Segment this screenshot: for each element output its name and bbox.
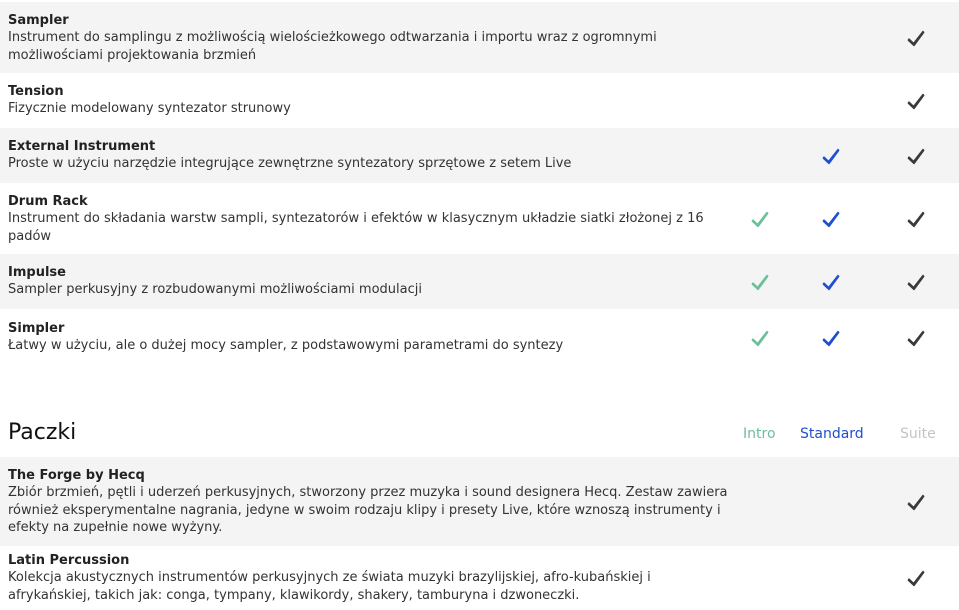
instrument-text — [8, 83, 291, 118]
instrument-name: Impulse — [8, 265, 66, 280]
instrument-row — [0, 2, 959, 73]
instrument-text — [8, 138, 571, 173]
pack-row — [0, 546, 959, 610]
checkmark-suite-icon — [907, 147, 925, 165]
checkmark-intro-icon — [751, 210, 769, 228]
instrument-description-line: Instrument do samplingu z możliwością wielościeżkowego odtwarzania i importu wraz z ogromnymi — [8, 30, 657, 45]
checkmark-standard-icon — [822, 147, 840, 165]
instrument-name: Simpler — [8, 321, 65, 336]
instrument-description-line: padów — [8, 228, 52, 244]
pack-name: The Forge by Hecq — [8, 468, 145, 483]
instrument-description-line: Fizycznie modelowany syntezator strunowy — [8, 101, 291, 116]
checkmark-intro-icon — [751, 329, 769, 347]
instrument-row — [0, 254, 959, 309]
instrument-text — [8, 193, 704, 245]
section-title-packs: Paczki — [8, 420, 77, 445]
checkmark-suite-icon — [907, 273, 925, 291]
checkmark-standard-icon — [822, 329, 840, 347]
column-header-suite: Suite — [900, 426, 936, 442]
checkmark-standard-icon — [822, 273, 840, 291]
checkmark-suite-icon — [907, 92, 925, 110]
pack-description-line: Zbiór brzmień, pętli i uderzeń perkusyjnych, stworzony przez muzyka i sound designera Hecq. Zestaw zawiera — [8, 485, 728, 500]
instrument-description-line: możliwościami projektowania brzmień — [8, 47, 257, 63]
pack-description-line: Kolekcja akustycznych instrumentów perkusyjnych ze świata muzyki brazylijskiej, afro-kubańskiej i — [8, 570, 651, 585]
checkmark-suite-icon — [907, 493, 925, 511]
pack-text — [8, 467, 728, 537]
checkmark-suite-icon — [907, 210, 925, 228]
instrument-name: Drum Rack — [8, 194, 88, 209]
instrument-text — [8, 12, 657, 64]
column-header-standard: Standard — [800, 426, 864, 442]
checkmark-suite-icon — [907, 29, 925, 47]
instrument-name: Tension — [8, 84, 64, 99]
instrument-row — [0, 128, 959, 183]
checkmark-standard-icon — [822, 210, 840, 228]
instrument-name: External Instrument — [8, 139, 156, 154]
instrument-row — [0, 183, 959, 254]
pack-row — [0, 457, 959, 546]
instrument-description-line: Proste w użyciu narzędzie integrujące zewnętrzne syntezatory sprzętowe z setem Live — [8, 156, 572, 171]
instrument-description-line: Łatwy w użyciu, ale o dużej mocy sampler, z podstawowymi parametrami do syntezy — [8, 338, 564, 353]
instrument-row — [0, 73, 959, 128]
instrument-description-line: Instrument do składania warstw sampli, syntezatorów i efektów w klasycznym układzie siatki złożonej z 16 — [8, 211, 704, 226]
pack-description-line: efekty na zupełnie nowe wyżyny. — [8, 520, 223, 535]
column-header-intro: Intro — [743, 426, 776, 442]
pack-name: Latin Percussion — [8, 553, 130, 568]
checkmark-intro-icon — [751, 273, 769, 291]
instrument-row — [0, 309, 959, 366]
checkmark-suite-icon — [907, 329, 925, 347]
instrument-description-line: Sampler perkusyjny z rozbudowanymi możliwościami modulacji — [8, 282, 422, 297]
instrument-text — [8, 264, 422, 299]
checkmark-suite-icon — [907, 569, 925, 587]
pack-description-line: afrykańskiej, takich jak: conga, tympany, klawikordy, shakery, tamburyna i dzwoneczki. — [8, 587, 580, 603]
pack-text — [8, 552, 651, 604]
instrument-text — [8, 320, 563, 355]
pack-description-line: również eksperymentalne nagrania, jedyne w swoim rodzaju klipy i presety Live, które wznoszą instrumenty i — [8, 502, 721, 518]
instrument-name: Sampler — [8, 13, 69, 28]
